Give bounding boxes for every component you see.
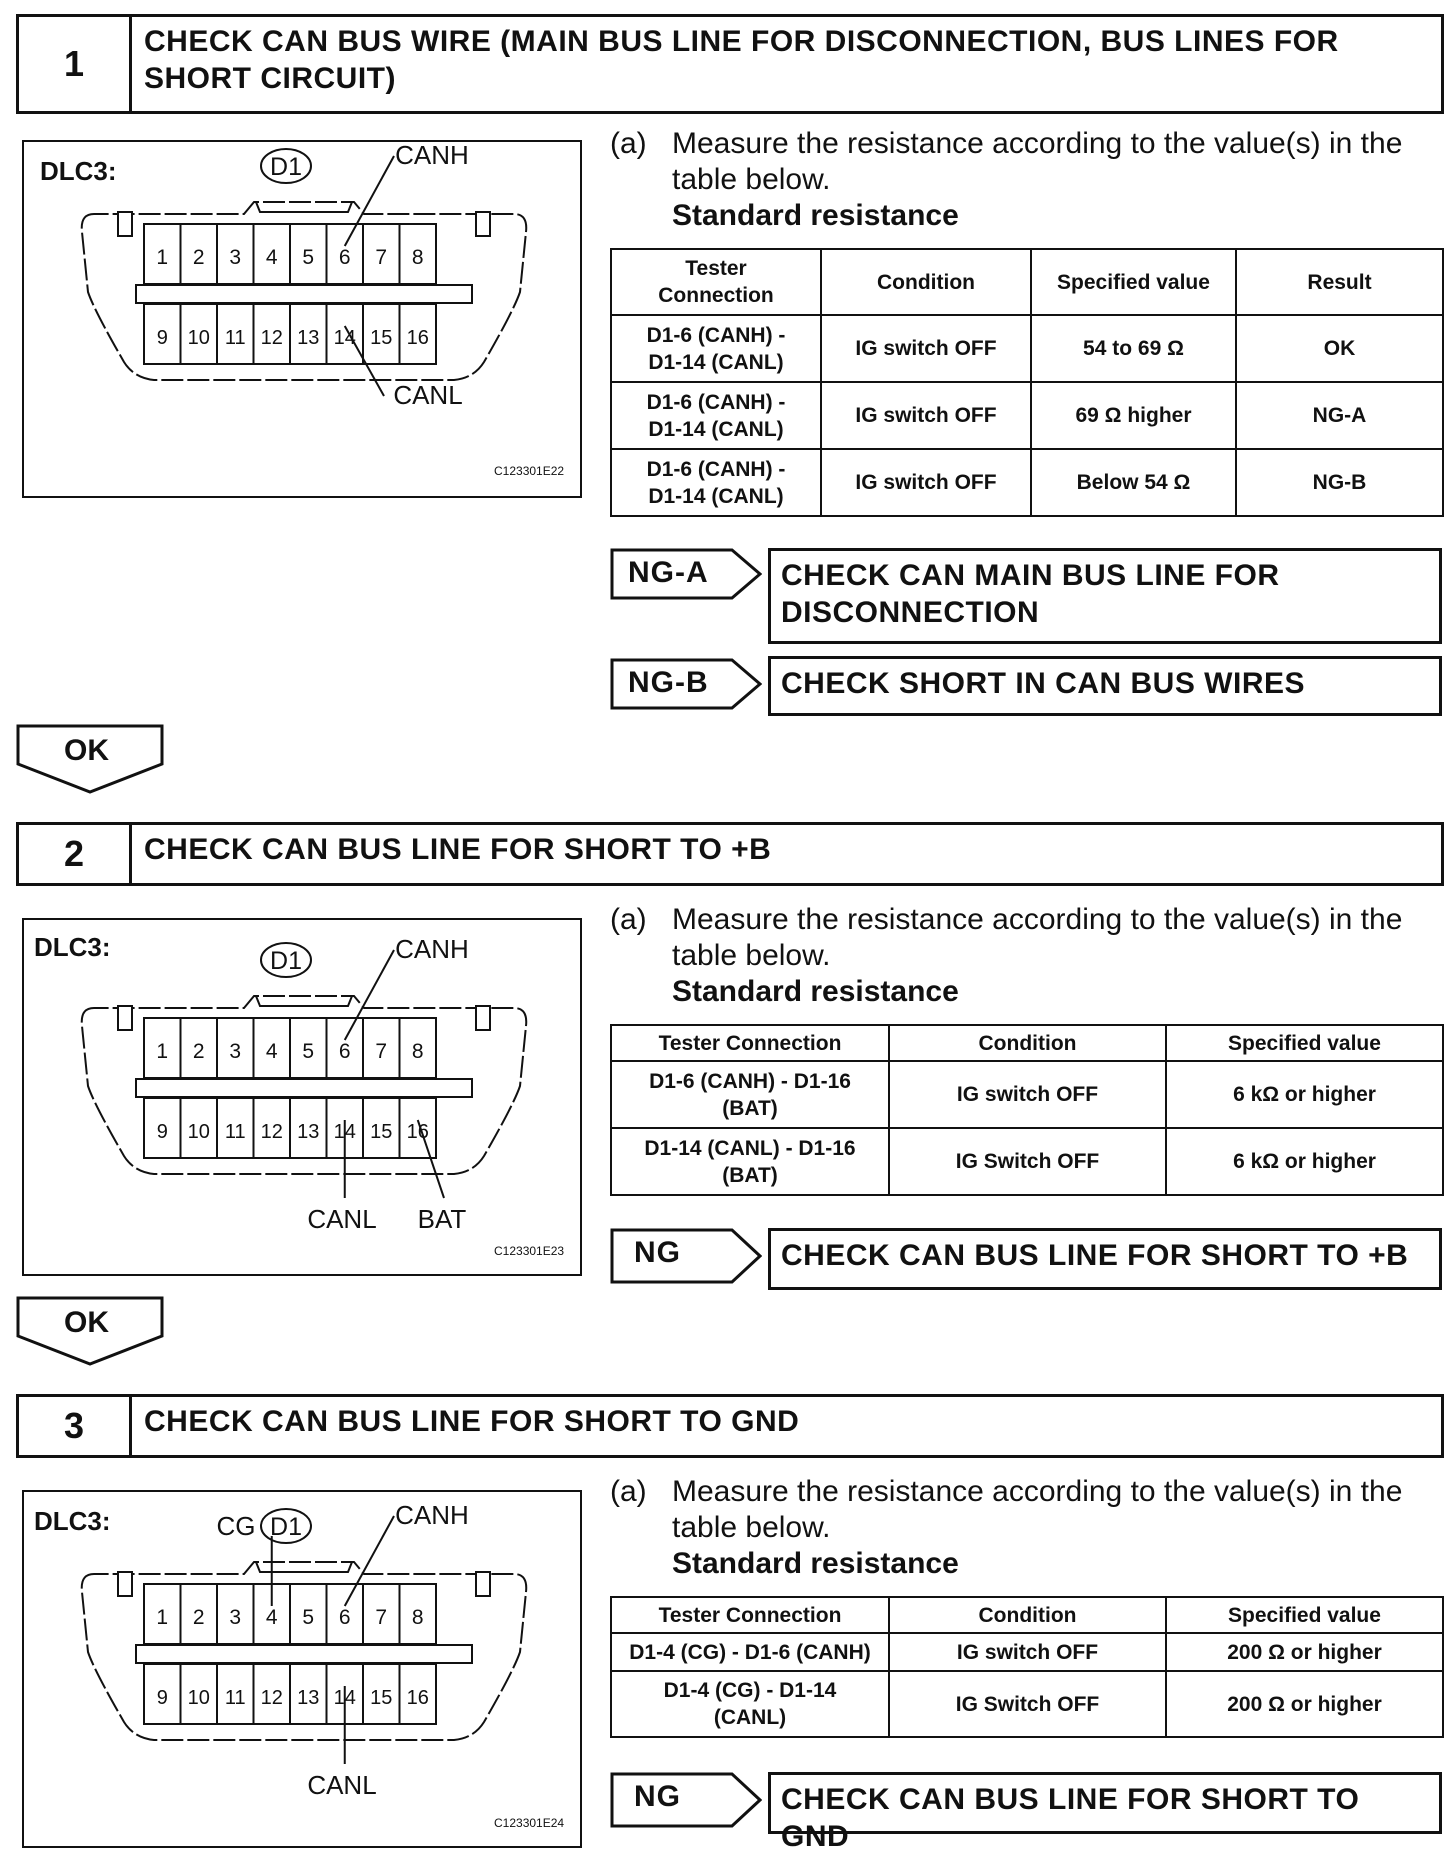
standard-label: Standard resistance <box>672 199 959 232</box>
step-2-header <box>16 822 1444 886</box>
pin-label: 11 <box>224 1687 246 1709</box>
table-cell: 6 kΩ or higher <box>1166 1061 1443 1128</box>
pin-label: 13 <box>297 1687 320 1709</box>
table-row <box>611 1061 1443 1128</box>
standard-label: Standard resistance <box>672 975 959 1008</box>
pin-label: 1 <box>156 246 169 269</box>
table-cell: NG-B <box>1236 449 1443 516</box>
connector-latch-left <box>118 212 132 236</box>
table-cell: OK <box>1236 315 1443 382</box>
pin-label: 12 <box>260 327 283 349</box>
figure-label: DLC3: <box>40 156 117 186</box>
pin-label: 6 <box>338 246 351 269</box>
ng-result: CHECK CAN BUS LINE FOR SHORT TO GND <box>768 1772 1442 1834</box>
pin-label: 1 <box>156 1040 169 1063</box>
ng-b-tag-label: NG-B <box>628 666 709 699</box>
ng-tag <box>610 1772 762 1828</box>
connector-group <box>82 142 527 410</box>
pin-label: 14 <box>333 1687 356 1709</box>
ok-label: OK <box>64 734 109 767</box>
step-2-title: CHECK CAN BUS LINE FOR SHORT TO +B <box>144 833 772 866</box>
step-3-figure <box>22 1490 582 1848</box>
pin-label: 12 <box>260 1687 283 1709</box>
table-cell: 200 Ω or higher <box>1166 1671 1443 1737</box>
ng-result: CHECK CAN BUS LINE FOR SHORT TO +B <box>768 1228 1442 1290</box>
table-cell: IG switch OFF <box>821 449 1031 516</box>
pin-label: 1 <box>156 1606 169 1629</box>
pin-label: 5 <box>302 1606 315 1629</box>
step-1-instruction <box>610 126 1440 236</box>
pin-label: 3 <box>229 246 242 269</box>
table-header: Specified value <box>1031 249 1236 315</box>
pin-label: 2 <box>192 1040 205 1063</box>
pin-label: 4 <box>265 1606 278 1629</box>
pin-divider-bar <box>136 285 472 303</box>
canh-callout: CANH <box>395 1500 469 1530</box>
ng-a-result: CHECK CAN MAIN BUS LINE FOR DISCONNECTION <box>768 548 1442 644</box>
table-cell: D1-6 (CANH) - D1-16 (BAT) <box>611 1061 889 1128</box>
pin-label: 16 <box>406 1121 429 1143</box>
pin-label: 15 <box>370 1121 393 1143</box>
pin-label: 10 <box>187 1121 210 1143</box>
table-row <box>611 449 1443 516</box>
pin-label: 4 <box>265 246 278 269</box>
table-cell: IG switch OFF <box>821 315 1031 382</box>
instruction-text: Measure the resistance according to the value(s) in the table below. <box>672 127 1403 196</box>
pin-label: 7 <box>375 1606 388 1629</box>
table-cell: 69 Ω higher <box>1031 382 1236 449</box>
table-header: Condition <box>889 1597 1166 1633</box>
pin-label: 8 <box>411 1040 424 1063</box>
step-3-header <box>16 1394 1444 1458</box>
pin-label: 12 <box>260 1121 283 1143</box>
canh-callout: CANH <box>395 934 469 964</box>
pin-label: 5 <box>302 246 315 269</box>
pin-label: 9 <box>156 327 168 349</box>
pin-label: 9 <box>156 1687 168 1709</box>
dlc3-connector-diagram <box>24 142 584 500</box>
step-1-figure <box>22 140 582 498</box>
ng-tag <box>610 1228 762 1284</box>
figure-code: C123301E24 <box>494 1816 565 1830</box>
pin-divider-bar <box>136 1079 472 1097</box>
step-2-ok-arrow <box>16 1296 164 1366</box>
connector-latch-left <box>118 1006 132 1030</box>
table-cell: 54 to 69 Ω <box>1031 315 1236 382</box>
ng-a-tag <box>610 548 762 600</box>
pin-label: 2 <box>192 246 205 269</box>
figure-label: DLC3: <box>34 932 111 962</box>
table-cell: D1-6 (CANH) - D1-14 (CANL) <box>611 449 821 516</box>
pin-label: 14 <box>333 1121 356 1143</box>
pin-label: 7 <box>375 1040 388 1063</box>
table-cell: IG switch OFF <box>821 382 1031 449</box>
pin-label: 16 <box>406 1687 429 1709</box>
instruction-marker: (a) <box>610 903 647 936</box>
pin-label: 10 <box>187 1687 210 1709</box>
pin-label: 13 <box>297 1121 320 1143</box>
ng-tag-label: NG <box>634 1236 681 1269</box>
pin-label: 7 <box>375 246 388 269</box>
pin-label: 15 <box>370 1687 393 1709</box>
step-3-title: CHECK CAN BUS LINE FOR SHORT TO GND <box>144 1405 800 1438</box>
table-cell: IG switch OFF <box>889 1061 1166 1128</box>
table-header: Specified value <box>1166 1025 1443 1061</box>
table-cell: 200 Ω or higher <box>1166 1633 1443 1671</box>
pin-label: 3 <box>229 1040 242 1063</box>
table-header: Specified value <box>1166 1597 1443 1633</box>
pin-label: 8 <box>411 246 424 269</box>
connector-latch-left <box>118 1572 132 1596</box>
instruction-text: Measure the resistance according to the value(s) in the table below. <box>672 903 1403 972</box>
connector-id-label: D1 <box>270 153 302 181</box>
pin-label: 3 <box>229 1606 242 1629</box>
table-row <box>611 1128 1443 1195</box>
table-cell: D1-14 (CANL) - D1-16 (BAT) <box>611 1128 889 1195</box>
table-cell: D1-4 (CG) - D1-6 (CANH) <box>611 1633 889 1671</box>
table-header: Condition <box>821 249 1031 315</box>
step-1-ok-arrow <box>16 724 164 794</box>
table-cell: D1-6 (CANH) - D1-14 (CANL) <box>611 382 821 449</box>
canl-callout: CANL <box>393 380 463 410</box>
connector-group <box>82 1500 527 1800</box>
canh-callout: CANH <box>395 142 469 170</box>
pin-label: 9 <box>156 1121 168 1143</box>
figure-code: C123301E23 <box>494 1244 565 1258</box>
table-row <box>611 315 1443 382</box>
step-2-number: 2 <box>19 825 132 883</box>
ng-tag-label: NG <box>634 1780 681 1813</box>
step-3-number: 3 <box>19 1397 132 1455</box>
step-2-figure <box>22 918 582 1276</box>
dlc3-connector-diagram <box>24 1492 584 1850</box>
table-header: Result <box>1236 249 1443 315</box>
cg-callout: CG <box>216 1511 256 1541</box>
table-row <box>611 382 1443 449</box>
instruction-marker: (a) <box>610 1475 647 1508</box>
dlc3-connector-diagram <box>24 920 584 1278</box>
table-cell: Below 54 Ω <box>1031 449 1236 516</box>
pin-label: 14 <box>333 327 356 349</box>
instruction-marker: (a) <box>610 127 647 160</box>
connector-key <box>256 202 352 212</box>
pin-label: 11 <box>224 1121 246 1143</box>
table-cell: D1-4 (CG) - D1-14 (CANL) <box>611 1671 889 1737</box>
step-1-number: 1 <box>19 17 132 111</box>
step-2-spec-table <box>610 1024 1444 1196</box>
pin-divider-bar <box>136 1645 472 1663</box>
connector-key <box>256 996 352 1006</box>
table-cell: 6 kΩ or higher <box>1166 1128 1443 1195</box>
connector-key <box>256 1562 352 1572</box>
table-row <box>611 1671 1443 1737</box>
table-header: Tester Connection <box>611 249 821 315</box>
pin-label: 16 <box>406 327 429 349</box>
step-3-instruction <box>610 1474 1440 1584</box>
pin-label: 6 <box>338 1040 351 1063</box>
step-2-instruction <box>610 902 1440 1012</box>
connector-id-label: D1 <box>270 947 302 975</box>
pin-label: 2 <box>192 1606 205 1629</box>
table-cell: IG Switch OFF <box>889 1128 1166 1195</box>
ok-label: OK <box>64 1306 109 1339</box>
table-header: Tester Connection <box>611 1597 889 1633</box>
figure-code: C123301E22 <box>494 464 565 478</box>
pin-label: 8 <box>411 1606 424 1629</box>
table-cell: IG switch OFF <box>889 1633 1166 1671</box>
connector-id-label: D1 <box>270 1513 302 1541</box>
pin-label: 11 <box>224 327 246 349</box>
connector-latch-right <box>476 1572 490 1596</box>
table-cell: IG Switch OFF <box>889 1671 1166 1737</box>
table-row <box>611 1633 1443 1671</box>
ng-a-tag-label: NG-A <box>628 556 709 589</box>
connector-latch-right <box>476 212 490 236</box>
pin-label: 4 <box>265 1040 278 1063</box>
ng-b-result: CHECK SHORT IN CAN BUS WIRES <box>768 656 1442 716</box>
step-3-spec-table <box>610 1596 1444 1738</box>
table-header: Condition <box>889 1025 1166 1061</box>
pin-label: 10 <box>187 327 210 349</box>
table-header: Tester Connection <box>611 1025 889 1061</box>
instruction-text: Measure the resistance according to the value(s) in the table below. <box>672 1475 1403 1544</box>
ng-b-tag <box>610 658 762 710</box>
pin-label: 5 <box>302 1040 315 1063</box>
bat-callout: BAT <box>417 1204 467 1234</box>
standard-label: Standard resistance <box>672 1547 959 1580</box>
table-cell: NG-A <box>1236 382 1443 449</box>
figure-label: DLC3: <box>34 1506 111 1536</box>
pin-label: 15 <box>370 327 393 349</box>
connector-latch-right <box>476 1006 490 1030</box>
step-1-title: CHECK CAN BUS WIRE (MAIN BUS LINE FOR DISCONNECTION, BUS LINES FOR SHORT CIRCUIT) <box>144 25 1339 95</box>
canl-callout: CANL <box>307 1204 377 1234</box>
pin-label: 13 <box>297 327 320 349</box>
step-1-header <box>16 14 1444 114</box>
canl-callout: CANL <box>307 1770 377 1800</box>
pin-label: 6 <box>338 1606 351 1629</box>
step-1-spec-table <box>610 248 1444 517</box>
connector-group <box>82 934 527 1234</box>
table-cell: D1-6 (CANH) - D1-14 (CANL) <box>611 315 821 382</box>
